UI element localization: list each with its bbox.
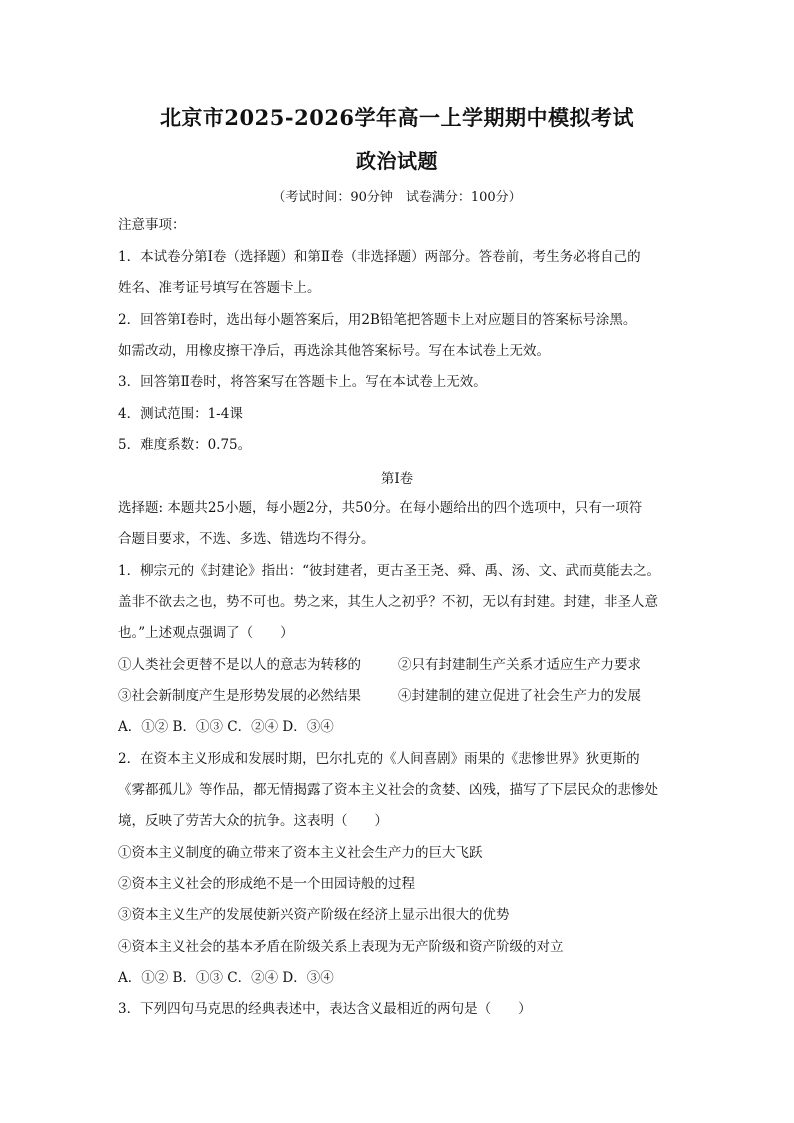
page-subtitle: 政治试题 (356, 149, 438, 173)
question-1-choices: A．①② B．①③ C．②④ D．③④ (118, 719, 334, 735)
exam-info: （考试时间：90分钟 试卷满分：100分） (272, 190, 522, 205)
question-1-option: ②只有封建制生产关系才适应生产力要求 (398, 657, 641, 673)
question-2-stem: 《雾都孤儿》等作品，都无情揭露了资本主义社会的贪婪、凶残，描写了下层民众的悲惨处 (118, 782, 658, 798)
question-1-stem: 盖非不欲去之也，势不可也。势之来，其生人之初乎？不初，无以有封建。封建，非圣人意 (118, 594, 658, 610)
note-line: 4．测试范围：1-4课 (118, 406, 243, 422)
note-line: 如需改动，用橡皮擦干净后，再选涂其他答案标号。写在本试卷上无效。 (118, 343, 550, 359)
question-1-option: ④封建制的建立促进了社会生产力的发展 (398, 688, 641, 704)
question-2-stem: 境，反映了劳苦大众的抗争。这表明（ ） (118, 813, 388, 829)
question-2-option: ①资本主义制度的确立带来了资本主义社会生产力的巨大飞跃 (118, 845, 483, 861)
page-title: 北京市2025-2026学年高一上学期期中模拟考试 (159, 105, 635, 130)
question-1-stem: 1．柳宗元的《封建论》指出：“彼封建者，更古圣王尧、舜、禹、汤、文、武而莫能去之。 (118, 563, 660, 579)
note-line: 3．回答第Ⅱ卷时，将答案写在答题卡上。写在本试卷上无效。 (118, 374, 487, 390)
question-2-choices: A．①② B．①③ C．②④ D．③④ (118, 970, 334, 986)
note-line: 2．回答第Ⅰ卷时，选出每小题答案后，用2B铅笔把答题卡上对应题目的答案标号涂黑。 (118, 312, 637, 328)
question-3-stem: 3．下列四句马克思的经典表述中，表达含义最相近的两句是（ ） (118, 1001, 532, 1017)
section-instructions: 合题目要求，不选、多选、错选均不得分。 (118, 531, 375, 547)
section-instructions: 选择题: 本题共25小题，每小题2分，共50分。在每小题给出的四个选项中，只有一项符 (118, 500, 643, 516)
question-2-option: ③资本主义生产的发展使新兴资产阶级在经济上显示出很大的优势 (118, 907, 510, 923)
question-1-option: ③社会新制度产生是形势发展的必然结果 (118, 688, 361, 704)
question-2-stem: 2．在资本主义形成和发展时期，巴尔扎克的《人间喜剧》雨果的《悲惨世界》狄更斯的 (118, 751, 640, 767)
question-1-option: ①人类社会更替不是以人的意志为转移的 (118, 657, 361, 673)
note-line: 5．难度系数：0.75。 (118, 437, 252, 453)
question-2-option: ④资本主义社会的基本矛盾在阶级关系上表现为无产阶级和资产阶级的对立 (118, 939, 564, 955)
question-2-option: ②资本主义社会的形成绝不是一个田园诗般的过程 (118, 876, 415, 892)
note-line: 1．本试卷分第Ⅰ卷（选择题）和第Ⅱ卷（非选择题）两部分。答卷前，考生务必将自己的 (118, 249, 641, 265)
section-heading: 第Ⅰ卷 (380, 471, 414, 487)
notes-heading: 注意事项： (118, 217, 186, 233)
note-line: 姓名、准考证号填写在答题卡上。 (118, 280, 321, 296)
question-1-stem: 也。”上述观点强调了（ ） (118, 625, 294, 641)
